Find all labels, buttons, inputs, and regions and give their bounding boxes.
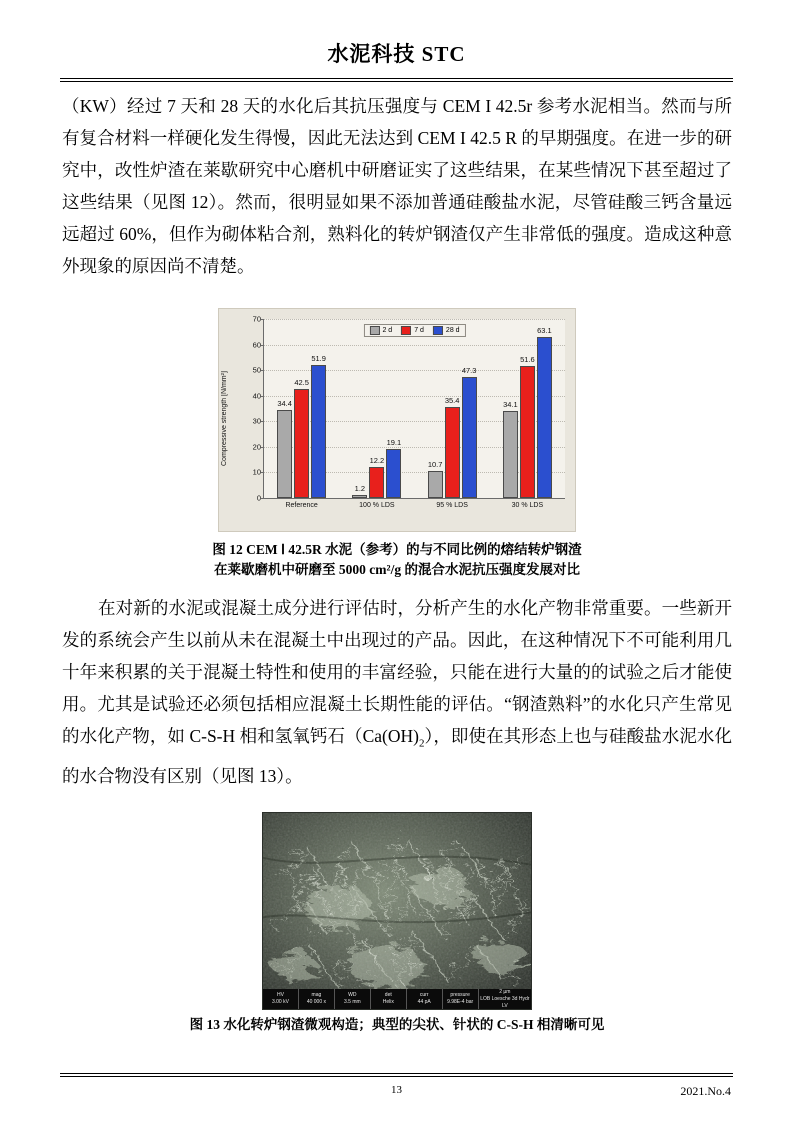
paragraph-2-subscript: 2 xyxy=(418,737,425,750)
paragraph-1: （KW）经过 7 天和 28 天的水化后其抗压强度与 CEM I 42.5r 参考水泥相当。然而与所有复合材料一样硬化发生得慢，因此无法达到 CEM I 42.5 R 的早期强度。在进一步的研究中，改性炉渣在莱歇研究中心磨机中研磨证实了这些结果，在某些情况下甚至超过了这些结果（见图 12）。然而，很明显如果不添加普通硅酸盐水泥，尽管硅酸三钙含量远远超过 60%，但作为砌体粘合剂，熟料化的转炉钢渣仅产生非常低的强度。造成这种意外现象的原因尚不清楚。 xyxy=(62,96,732,276)
paragraph-2-part-b: ），即使在其形态上也与硅酸盐水泥水化的水合物没有区别（见图 13）。 xyxy=(62,726,732,786)
chart-bar-value-label: 35.4 xyxy=(444,396,460,406)
sem-info-bar xyxy=(263,989,531,1009)
figure-12-chart xyxy=(218,308,576,532)
sem-info-curr-value: 44 pA xyxy=(417,999,431,1005)
sem-info-wd-value: 3.5 mm xyxy=(344,999,361,1005)
chart-y-tick-label: 0 xyxy=(256,493,261,503)
chart-y-tick-label: 60 xyxy=(252,340,261,350)
figure-13-caption-text: 图 13 水化转炉钢渣微观构造；典型的尖状、针状的 C-S-H 相清晰可见 xyxy=(189,1017,605,1032)
legend-label-2d: 2 d xyxy=(382,327,393,334)
chart-bar-value-label: 47.3 xyxy=(461,366,477,376)
chart-bar xyxy=(294,389,309,498)
sem-info-mag xyxy=(299,989,335,1009)
body-paragraph-2-container xyxy=(62,592,732,792)
sem-info-pressure-value: 9.98E-4 bar xyxy=(447,999,474,1005)
sem-info-curr-label: curr xyxy=(419,992,429,998)
sem-info-hv xyxy=(263,989,299,1009)
sem-info-pressure xyxy=(443,989,479,1009)
sem-info-scale-value: LOB Loesche 3d Hydr LV xyxy=(480,995,530,1009)
chart-bar-value-label: 34.1 xyxy=(503,399,518,409)
figure-12-caption xyxy=(62,540,732,580)
chart-y-tickmark xyxy=(261,498,264,499)
sem-info-wd-label: WD xyxy=(348,992,357,998)
chart-y-tick-label: 70 xyxy=(252,314,261,324)
sem-info-pressure-label: pressure xyxy=(450,992,470,998)
chart-x-tick-label: 100 % LDS xyxy=(359,502,395,509)
chart-bar-value-label: 19.1 xyxy=(386,438,402,448)
figure-12-caption-line2: 在莱歇磨机中研磨至 5000 cm²/g 的混合水泥抗压强度发展对比 xyxy=(214,562,580,577)
sem-info-hv-label: HV xyxy=(276,992,284,998)
chart-y-tick-label: 40 xyxy=(252,391,261,401)
sem-info-det xyxy=(371,989,407,1009)
chart-bar-value-label: 42.5 xyxy=(294,378,309,388)
issue-label: 2021.No.4 xyxy=(680,1084,731,1098)
chart-bar-value-label: 51.6 xyxy=(520,355,535,365)
chart-bar-group xyxy=(339,319,414,509)
chart-bar xyxy=(428,471,443,498)
chart-x-tick-label: Reference xyxy=(285,502,318,509)
chart-bar-value-label: 63.1 xyxy=(537,325,552,335)
chart-bar xyxy=(311,365,326,498)
chart-y-tick-label: 20 xyxy=(252,442,261,452)
page-header xyxy=(0,38,793,68)
chart-y-tick-label: 50 xyxy=(252,365,261,375)
paragraph-2-part-a: 在对新的水泥或混凝土成分进行评估时，分析产生的水化产物非常重要。一些新开发的系统会产生以前从未在混凝土中出现过的产品。因此，在这种情况下不可能利用几十年来积累的关于混凝土特性和使用的丰富经验，只能在进行大量的的试验之后才能使用。尤其是试验还必须包括相应混凝土长期性能的评估。“钢渣熟料”的水化只产生常见的水化产物，如 C-S-H 相和氢氧钙石（Ca(OH) xyxy=(62,598,732,746)
chart-bar-value-label: 10.7 xyxy=(427,459,443,469)
sem-info-mag-label: mag xyxy=(311,992,322,998)
chart-bar xyxy=(445,407,460,498)
chart-bar xyxy=(386,449,401,498)
sem-info-det-value: Helix xyxy=(382,999,394,1005)
chart-y-tick-label: 10 xyxy=(252,467,261,477)
chart-bar xyxy=(503,411,518,498)
legend-label-28d: 28 d xyxy=(445,327,460,334)
chart-bar xyxy=(462,377,477,498)
chart-bar-value-label: 1.2 xyxy=(354,483,366,493)
footer-divider-thin xyxy=(60,1076,733,1077)
chart-bar-value-label: 34.4 xyxy=(277,399,292,409)
journal-title: 水泥科技 STC xyxy=(327,42,466,66)
paragraph-2 xyxy=(62,592,732,792)
chart-bar xyxy=(537,337,552,498)
sem-info-hv-value: 3.00 kV xyxy=(271,999,289,1005)
header-divider-thin xyxy=(60,81,733,82)
sem-info-curr xyxy=(407,989,443,1009)
chart-inner xyxy=(252,314,565,509)
chart-x-tick-label: 95 % LDS xyxy=(436,502,468,509)
chart-plot-area xyxy=(252,314,565,509)
chart-bar-value-label: 12.2 xyxy=(369,455,385,465)
body-paragraph-1-container xyxy=(62,90,732,282)
figure-12-caption-line1: 图 12 CEM Ⅰ 42.5R 水泥（参考）的与不同比例的熔结转炉钢渣 xyxy=(212,542,582,557)
sem-info-det-label: det xyxy=(384,992,392,998)
chart-bar-group xyxy=(490,319,565,509)
chart-bar xyxy=(277,410,292,498)
chart-bar xyxy=(369,467,384,498)
footer-divider xyxy=(60,1073,733,1074)
page-number: 13 xyxy=(391,1084,402,1096)
sem-info-mag-value: 40 000 x xyxy=(306,999,326,1005)
chart-bar-group xyxy=(415,319,490,509)
sem-micrograph-graphic xyxy=(263,813,531,1010)
sem-info-wd xyxy=(335,989,371,1009)
chart-y-axis-label: Compressive strength [N/mm²] xyxy=(221,371,228,467)
figure-13-sem-image xyxy=(262,812,532,1010)
chart-y-tick-label: 30 xyxy=(252,416,261,426)
chart-x-tick-label: 30 % LDS xyxy=(511,502,544,509)
chart-bar xyxy=(352,495,367,498)
header-divider xyxy=(60,78,733,79)
figure-13-caption xyxy=(62,1015,732,1035)
sem-info-scale-label: 2 µm xyxy=(499,988,511,995)
chart-bar-group xyxy=(264,319,339,509)
legend-label-7d: 7 d xyxy=(414,327,424,334)
chart-bar-value-label: 51.9 xyxy=(311,354,326,364)
sem-info-scale xyxy=(479,989,531,1009)
chart-bar xyxy=(520,366,535,498)
